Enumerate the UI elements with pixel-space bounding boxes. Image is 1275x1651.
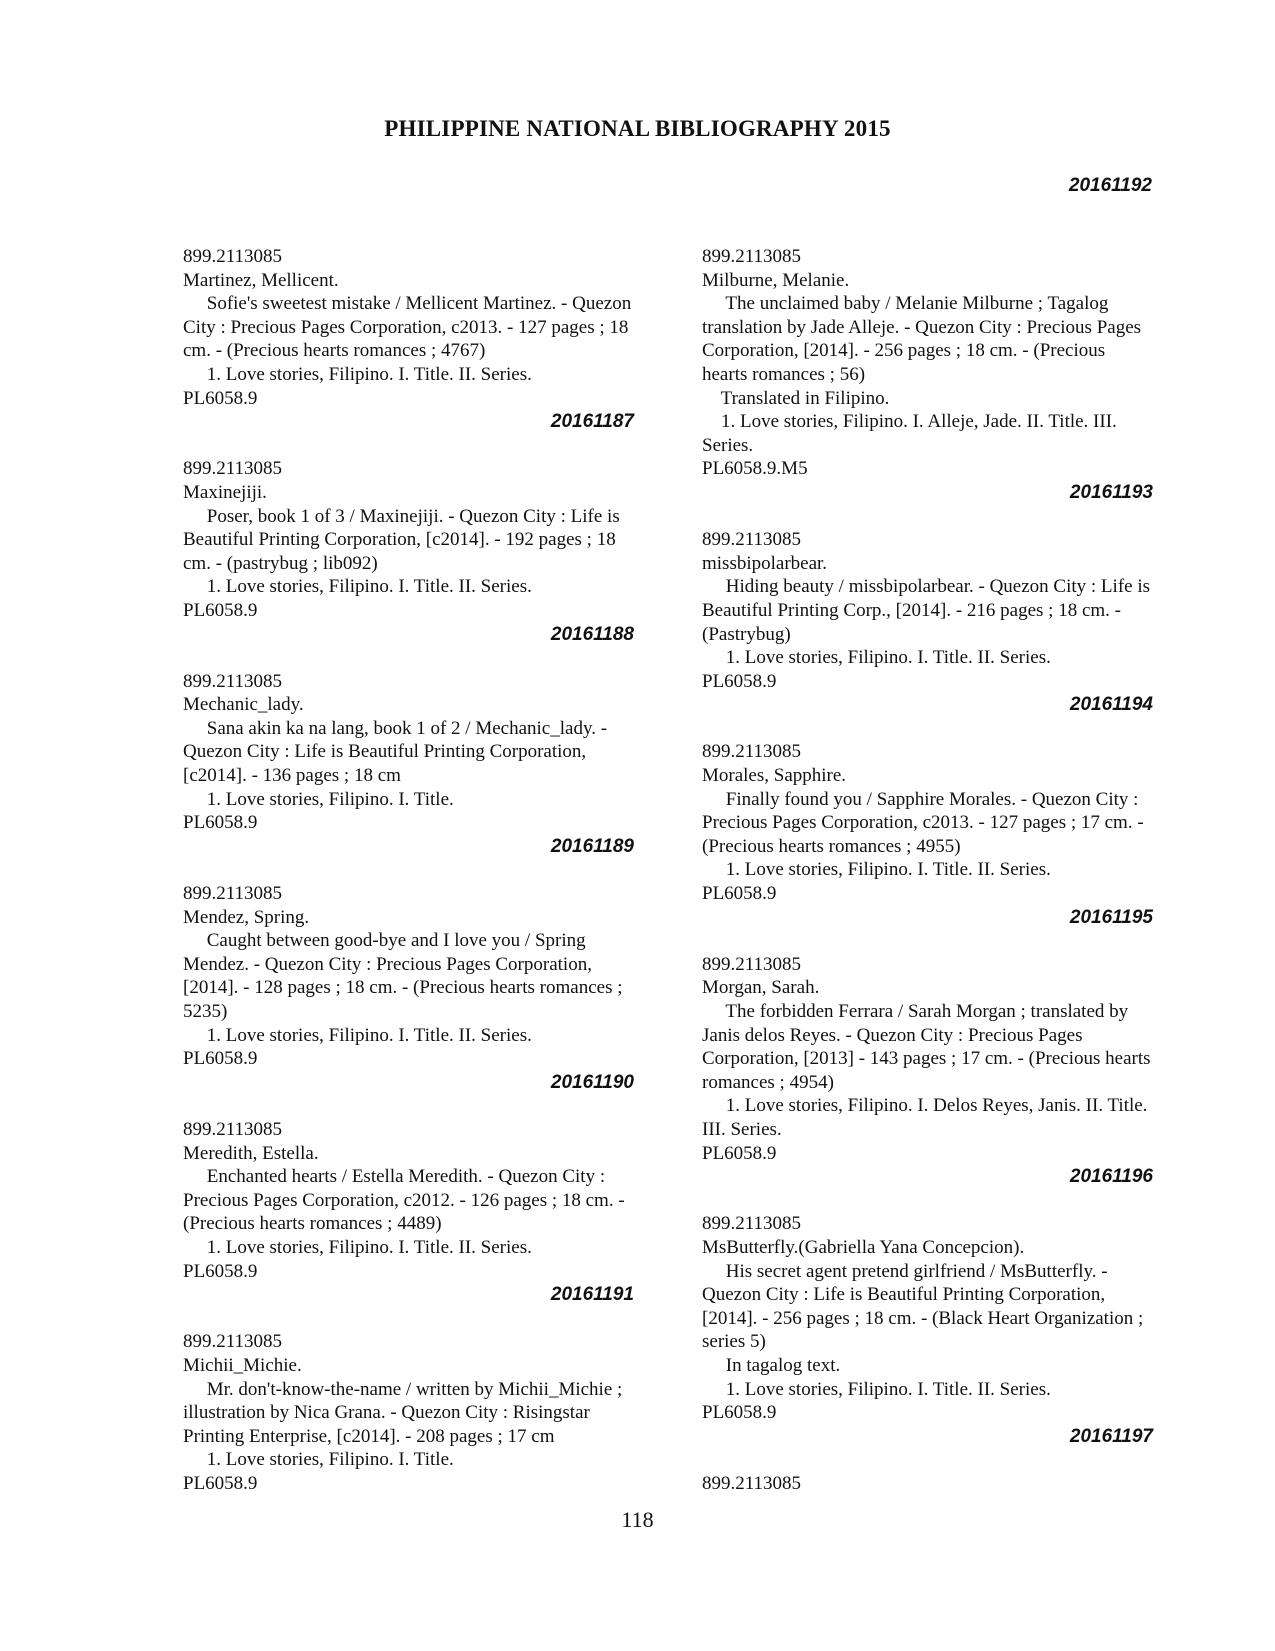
entry-line: [2014]. - 128 pages ; 18 cm. - (Precious hearts romances ; [183, 977, 623, 999]
entry-line: cm. - (pastrybug ; lib092) [183, 552, 378, 574]
entry-spacer [183, 1094, 671, 1118]
bibliography-entry [702, 245, 1190, 528]
entry-line: PL6058.9 [183, 599, 258, 621]
entry-class-number: 899.2113085 [702, 1472, 802, 1494]
entry-line: Morales, Sapphire. [702, 765, 847, 787]
entry-line: translation by Jade Alleje. - Quezon City : Precious Pages [702, 316, 1142, 338]
entry-line: Michii_Michie. [183, 1354, 302, 1376]
bibliography-entry [183, 882, 671, 1118]
entry-line: PL6058.9 [183, 1048, 258, 1070]
entry-line: Milburne, Melanie. [702, 269, 850, 291]
bibliography-entry [183, 245, 671, 457]
entry-line: Precious Pages Corporation, c2013. - 127 pages ; 17 cm. - [702, 812, 1144, 834]
page-number: 118 [621, 1507, 654, 1532]
entry-line: (Pastrybug) [702, 623, 791, 645]
entry-line: Mendez, Spring. [183, 906, 310, 928]
page-title: PHILIPPINE NATIONAL BIBLIOGRAPHY 2015 [384, 116, 891, 141]
entry-line: 1. Love stories, Filipino. I. Title. II. Series. [702, 859, 1051, 881]
bibliography-entry [183, 1118, 671, 1330]
entry-line: In tagalog text. [702, 1354, 841, 1376]
entry-line: PL6058.9 [702, 883, 777, 905]
entry-line: 1. Love stories, Filipino. I. Title. II. Series. [183, 1024, 532, 1046]
entry-line: Enchanted hearts / Estella Meredith. - Quezon City : [183, 1166, 606, 1188]
entry-line: Finally found you / Sapphire Morales. - Quezon City : [702, 788, 1139, 810]
entry-class-number: 899.2113085 [702, 953, 802, 975]
entry-line: illustration by Nica Grana. - Quezon City : Risingstar [183, 1402, 590, 1424]
entry-spacer [702, 1448, 1190, 1472]
entry-line: Quezon City : Life is Beautiful Printing Corporation, [183, 741, 587, 763]
entry-spacer [183, 858, 671, 882]
accession-number: 20161188 [550, 623, 634, 645]
entry-class-number: 899.2113085 [702, 529, 802, 551]
entry-line: [2014]. - 256 pages ; 18 cm. - (Black Heart Organization ; [702, 1307, 1144, 1329]
bibliography-entry [702, 740, 1190, 952]
entry-line: The forbidden Ferrara / Sarah Morgan ; translated by [702, 1001, 1129, 1022]
entry-line: III. Series. [702, 1118, 782, 1140]
entry-line: PL6058.9 [183, 1472, 258, 1494]
bibliography-entry [702, 1472, 1190, 1496]
top-accession-number: 20161192 [1068, 175, 1152, 196]
entry-spacer [183, 646, 671, 670]
entry-class-number: 899.2113085 [183, 883, 283, 905]
entry-line: Quezon City : Life is Beautiful Printing Corporation, [702, 1284, 1106, 1306]
bibliography-entry [702, 953, 1190, 1213]
entry-class-number: 899.2113085 [702, 246, 802, 267]
entry-class-number: 899.2113085 [183, 1118, 283, 1140]
entry-line: Hiding beauty / missbipolarbear. - Quezon City : Life is [702, 576, 1151, 598]
accession-number: 20161191 [550, 1284, 634, 1306]
accession-number: 20161194 [1069, 694, 1153, 716]
entry-spacer [702, 929, 1190, 953]
accession-number: 20161189 [550, 835, 634, 857]
entry-line: hearts romances ; 56) [702, 363, 866, 385]
entry-line: PL6058.9 [183, 812, 258, 834]
entry-line: Mendez. - Quezon City : Precious Pages Corporation, [183, 953, 592, 975]
accession-number: 20161190 [550, 1071, 634, 1093]
entry-line: Corporation, [2014]. - 256 pages ; 18 cm. - (Precious [702, 340, 1106, 362]
bibliography-entry [702, 528, 1190, 740]
entry-line: series 5) [702, 1331, 766, 1353]
entry-class-number: 899.2113085 [702, 741, 802, 763]
bibliography-entry [702, 1212, 1190, 1472]
entry-spacer [702, 717, 1190, 741]
entry-line: Mechanic_lady. [183, 694, 304, 716]
entry-line: Caught between good-bye and I love you / Spring [183, 930, 586, 952]
entry-line: 1. Love stories, Filipino. I. Delos Reyes, Janis. II. Title. [702, 1095, 1148, 1117]
entry-spacer [702, 1189, 1190, 1213]
entry-line: Morgan, Sarah. [702, 977, 820, 999]
entry-line: Precious Pages Corporation, c2012. - 126 pages ; 18 cm. - [183, 1189, 625, 1211]
entry-line: Janis delos Reyes. - Quezon City : Precious Pages [702, 1024, 1083, 1046]
entry-line: 1. Love stories, Filipino. I. Title. II. Series. [183, 363, 532, 385]
entry-line: romances ; 4954) [702, 1071, 834, 1093]
entry-line: The unclaimed baby / Melanie Milburne ; Tagalog [702, 293, 1109, 315]
entry-line: 1. Love stories, Filipino. I. Alleje, Jade. II. Title. III. [702, 411, 1117, 433]
entry-line: cm. - (Precious hearts romances ; 4767) [183, 340, 486, 362]
entry-line: PL6058.9 [183, 387, 258, 409]
entry-line: [c2014]. - 136 pages ; 18 cm [183, 765, 401, 787]
entry-line: PL6058.9 [702, 670, 777, 692]
entry-line: Poser, book 1 of 3 / Maxinejiji. - Quezon City : Life is [183, 505, 620, 527]
entry-line: Meredith, Estella. [183, 1142, 319, 1164]
entry-line: Printing Enterprise, [c2014]. - 208 pages ; 17 cm [183, 1425, 555, 1447]
entry-line: missbipolarbear. [702, 552, 828, 574]
entry-spacer [183, 1307, 671, 1331]
entry-line: Translated in Filipino. [702, 387, 890, 409]
entry-line: 1. Love stories, Filipino. I. Title. II. Series. [183, 576, 532, 598]
entry-line: Beautiful Printing Corporation, [c2014]. - 192 pages ; 18 [183, 529, 616, 551]
accession-number: 20161187 [550, 411, 634, 433]
entry-line: City : Precious Pages Corporation, c2013. - 127 pages ; 18 [183, 316, 629, 338]
entry-line: Sana akin ka na lang, book 1 of 2 / Mechanic_lady. - [183, 717, 608, 739]
accession-number: 20161197 [1069, 1425, 1153, 1447]
entry-line: PL6058.9 [702, 1142, 777, 1164]
entry-line: PL6058.9.M5 [702, 458, 808, 480]
entry-line: Corporation, [2013] - 143 pages ; 17 cm. - (Precious hearts [702, 1048, 1151, 1070]
entry-line: (Precious hearts romances ; 4955) [702, 835, 961, 857]
entry-line: His secret agent pretend girlfriend / MsButterfly. - [702, 1260, 1108, 1282]
bibliography-entry [183, 457, 671, 669]
entry-line: PL6058.9 [702, 1402, 777, 1424]
entry-line: (Precious hearts romances ; 4489) [183, 1213, 442, 1235]
entry-line: 1. Love stories, Filipino. I. Title. II. Series. [183, 1236, 532, 1258]
bibliography-entry [183, 1330, 671, 1495]
right-column [702, 245, 1190, 1495]
entry-line: Beautiful Printing Corp., [2014]. - 216 pages ; 18 cm. - [702, 599, 1121, 621]
entry-line: MsButterfly.(Gabriella Yana Concepcion). [702, 1236, 1025, 1258]
bibliography-entry [183, 670, 671, 882]
entry-line: Mr. don't-know-the-name / written by Michii_Michie ; [183, 1378, 623, 1400]
left-column [183, 245, 671, 1495]
entry-line: PL6058.9 [183, 1260, 258, 1282]
entry-line: 5235) [183, 1001, 228, 1022]
entry-spacer [183, 434, 671, 458]
entry-class-number: 899.2113085 [183, 670, 283, 692]
entry-line: Maxinejiji. [183, 481, 267, 503]
entry-line: Series. [702, 434, 754, 456]
entry-class-number: 899.2113085 [183, 246, 283, 267]
accession-number: 20161196 [1069, 1166, 1153, 1188]
entry-line: 1. Love stories, Filipino. I. Title. [183, 788, 454, 810]
entry-class-number: 899.2113085 [183, 458, 283, 480]
entry-class-number: 899.2113085 [702, 1213, 802, 1235]
entry-line: 1. Love stories, Filipino. I. Title. II. Series. [702, 647, 1051, 669]
entry-spacer [702, 505, 1190, 529]
accession-number: 20161193 [1069, 481, 1153, 503]
entry-line: 1. Love stories, Filipino. I. Title. II. Series. [702, 1378, 1051, 1400]
accession-number: 20161195 [1069, 906, 1153, 928]
entry-line: 1. Love stories, Filipino. I. Title. [183, 1449, 454, 1471]
entry-line: Martinez, Mellicent. [183, 269, 339, 291]
entry-class-number: 899.2113085 [183, 1331, 283, 1353]
entry-line: Sofie's sweetest mistake / Mellicent Martinez. - Quezon [183, 293, 632, 315]
